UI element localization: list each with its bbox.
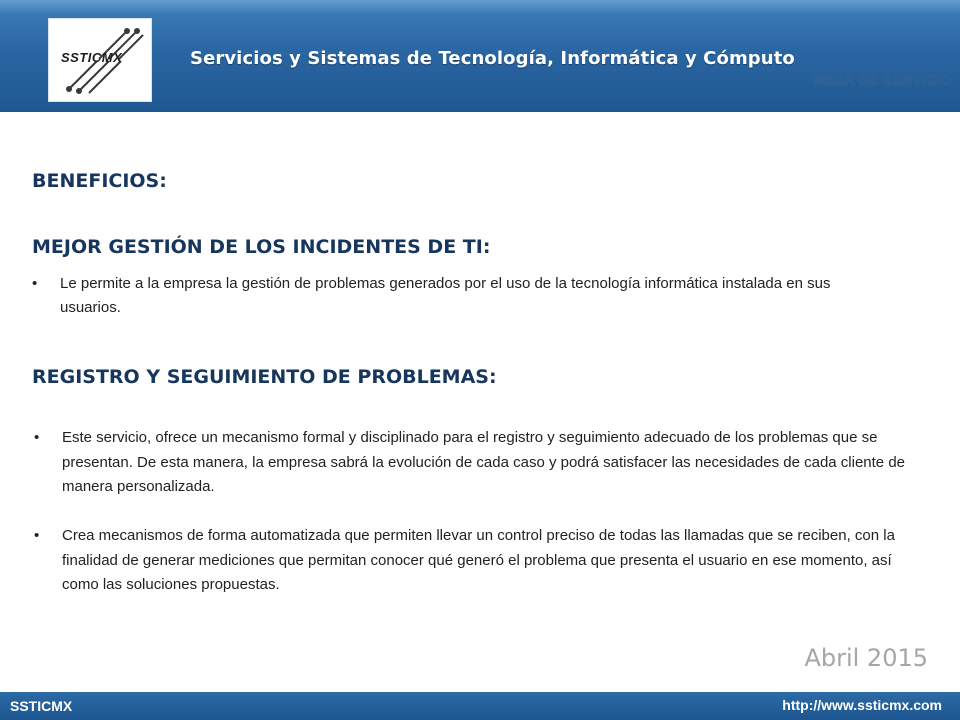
- logo-text: SSTICMX: [61, 50, 123, 65]
- section1-heading: MEJOR GESTIÓN DE LOS INCIDENTES DE TI:: [32, 236, 491, 258]
- section-label: MESA DE SERVICIO: [813, 72, 952, 88]
- header-banner: [0, 0, 960, 112]
- bullet-text: Le permite a la empresa la gestión de problemas generados por el uso de la tecnología informática instalada en sus usuarios.: [60, 275, 831, 316]
- bullet-text: Este servicio, ofrece un mecanismo formal y disciplinado para el registro y seguimiento adecuado de los problemas que se presentan. De esta manera, la empresa sabrá la evolución de cada caso y podrá satisfacer las necesidades de cada cliente de manera personalizada.: [62, 429, 906, 495]
- company-logo: [48, 18, 152, 102]
- list-item: [32, 272, 850, 320]
- website-link[interactable]: http://www.ssticmx.com: [782, 697, 942, 713]
- company-name: Servicios y Sistemas de Tecnología, Informática y Cómputo: [190, 48, 795, 69]
- footer-bar: [0, 692, 960, 720]
- bullet-icon: •: [32, 275, 38, 292]
- footer-brand: SSTICMX: [10, 698, 73, 714]
- list-item: [34, 524, 914, 598]
- bullet-icon: •: [34, 527, 40, 544]
- bullet-text: Crea mecanismos de forma automatizada que permiten llevar un control preciso de todas las llamadas que se reciben, con la finalidad de generar mediciones que permitan conocer qué generó el problema que presenta el usuario en ese momento, así como las soluciones propuestas.: [62, 527, 895, 593]
- beneficios-heading: BENEFICIOS:: [32, 170, 167, 192]
- date-label: Abril 2015: [804, 644, 928, 672]
- section2-heading: REGISTRO Y SEGUIMIENTO DE PROBLEMAS:: [32, 366, 497, 388]
- bullet-icon: •: [34, 429, 40, 446]
- list-item: [34, 426, 930, 500]
